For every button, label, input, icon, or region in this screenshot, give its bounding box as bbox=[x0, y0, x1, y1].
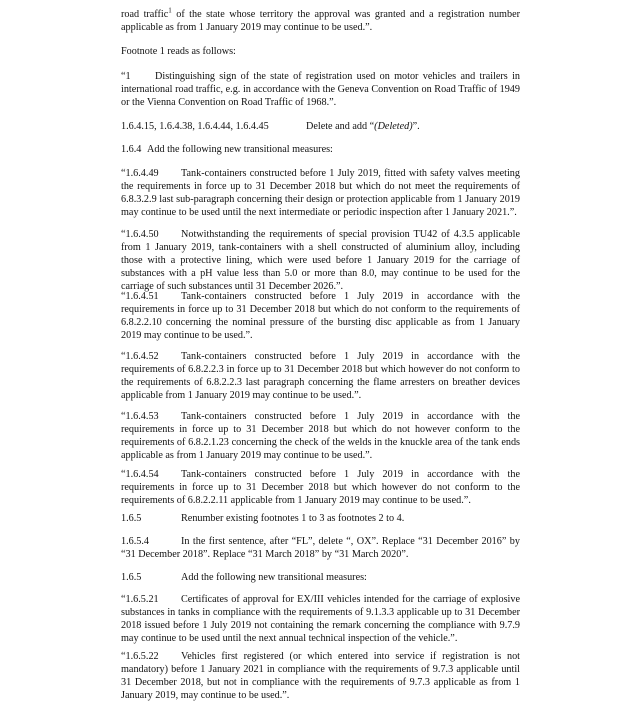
section-heading-1-6-4 bbox=[121, 143, 520, 156]
deleted-label: (Deleted) bbox=[374, 121, 413, 132]
measure-number: “1.6.4.49 bbox=[121, 168, 159, 179]
delete-action-text: Delete and add “ bbox=[306, 121, 375, 132]
footnote-text: Distinguishing sign of the state of registration used on motor vehicles and trailers in international road traffic, e.g. in accordance with the Geneva Convention on Road Traffic of 1949 or the Vienna Convention on Road Traffic of 1968.”. bbox=[121, 71, 520, 108]
amendment-1-6-5-4 bbox=[121, 535, 520, 561]
measure-1-6-4-49 bbox=[121, 167, 520, 219]
measure-text: Notwithstanding the requirements of special provision TU42 of 4.3.5 applicable from 1 January 2019, tank-containers with a shell constructed of aluminium alloy, including those with a protective lining, which were used before 1 January 2019 for the carriage of substances with a pH value less than 5.0 or more than 8.0, may continue to be used for the carriage of such substances until 31 December 2026.”. bbox=[121, 229, 520, 292]
measure-text: Tank-containers constructed before 1 July 2019 in accordance with the requirements in force up to 31 December 2018 but which however do not conform to the requirements of 6.8.2.2.11 applicable from 1 January 2019 may continue to be used.”. bbox=[121, 469, 520, 506]
measure-text: Tank-containers constructed before 1 July 2019, fitted with safety valves meeting the requirements in force up to 31 December 2018 but which do not meet the requirements of 6.8.3.2.9 last sub-paragraph concerning their design or protection applicable from 1 January 2019 may continue to be used until the next intermediate or periodic inspection after 1 January 2021.”. bbox=[121, 168, 520, 218]
section-instruction: Renumber existing footnotes 1 to 3 as footnotes 2 to 4. bbox=[181, 513, 405, 524]
intro-text-end: of the state whose territory the approval was granted and a registration number applicable as from 1 January 2019 may continue to be used.”. bbox=[121, 9, 520, 33]
section-number: 1.6.5.4 bbox=[121, 536, 150, 547]
measure-text: Tank-containers constructed before 1 July 2019 in accordance with the requirements in force up to 31 December 2018 but which do not however conform to the requirements of 6.8.2.1.23 concerning the check of the welds in the knuckle area of the tank ends applicable as from 1 January 2019 may continue to be used.”. bbox=[121, 411, 520, 461]
measure-1-6-4-51 bbox=[121, 290, 520, 342]
measure-number: “1.6.4.50 bbox=[121, 229, 159, 240]
measure-text: Tank-containers constructed before 1 July 2019 in accordance with the requirements of 6.8.2.2.3 in force up to 31 December 2018 but which however do not conform to the requirements of 6.8.2.2.3 last paragraph concerning the flame arresters on breather devices applicable from 1 January 2019 may continue to be used.”. bbox=[121, 351, 520, 401]
measure-1-6-5-21 bbox=[121, 593, 520, 645]
section-instruction: Add the following new transitional measures: bbox=[181, 572, 367, 583]
section-number: 1.6.4 bbox=[121, 144, 142, 155]
delete-instruction bbox=[121, 120, 520, 133]
footnote-reference: 1 bbox=[168, 6, 172, 15]
section-instruction: In the first sentence, after “FL”, delete “, OX”. Replace “31 December 2016” by “31 December 2018”. Replace “31 March 2018” by “31 March 2020”. bbox=[121, 536, 520, 560]
section-heading-1-6-5 bbox=[121, 571, 520, 584]
footnote-paragraph bbox=[121, 70, 520, 109]
measure-text: Certificates of approval for EX/III vehicles intended for the carriage of explosive substances in tanks in compliance with the requirements of 9.1.3.3 applicable up to 31 December 2018 issued before 1 July 2019 not containing the remark concerning the compliance with 9.7.9 may continue to be used until the next annual technical inspection of the vehicle.”. bbox=[121, 594, 520, 644]
measure-1-6-4-52 bbox=[121, 350, 520, 402]
intro-text-start: road traffic bbox=[121, 9, 169, 20]
measure-number: “1.6.5.22 bbox=[121, 651, 159, 662]
measure-number: “1.6.4.51 bbox=[121, 291, 159, 302]
footnote-heading: Footnote 1 reads as follows: bbox=[121, 46, 236, 57]
measure-1-6-4-50 bbox=[121, 228, 520, 293]
measure-1-6-4-54 bbox=[121, 468, 520, 507]
measure-number: “1.6.4.52 bbox=[121, 351, 159, 362]
measure-number: “1.6.4.54 bbox=[121, 469, 159, 480]
renumber-instruction bbox=[121, 512, 520, 525]
deleted-paragraph-refs: 1.6.4.15, 1.6.4.38, 1.6.4.44, 1.6.4.45 bbox=[121, 121, 269, 132]
footnote-mark: “1 bbox=[121, 71, 131, 82]
measure-1-6-4-53 bbox=[121, 410, 520, 462]
section-number: 1.6.5 bbox=[121, 513, 142, 524]
measure-number: “1.6.5.21 bbox=[121, 594, 159, 605]
delete-action-end: ”. bbox=[412, 121, 420, 132]
measure-number: “1.6.4.53 bbox=[121, 411, 159, 422]
measure-1-6-5-22 bbox=[121, 650, 520, 702]
section-number: 1.6.5 bbox=[121, 572, 142, 583]
section-instruction: Add the following new transitional measures: bbox=[147, 144, 333, 155]
intro-paragraph bbox=[121, 8, 520, 34]
measure-text: Vehicles first registered (or which entered into service if registration is not mandatory) before 1 January 2021 in compliance with the requirements of 9.7.3 applicable until 31 December 2018, but not in compliance with the requirements of 9.7.3 applicable as from 1 January 2019, may continue to be used.”. bbox=[121, 651, 520, 701]
measure-text: Tank-containers constructed before 1 July 2019 in accordance with the requirements in force up to 31 December 2018 but which do not conform to the requirements of 6.8.2.2.10 concerning the nominal pressure of the bursting disc applicable as from 1 January 2019 may continue to be used.”. bbox=[121, 291, 520, 341]
